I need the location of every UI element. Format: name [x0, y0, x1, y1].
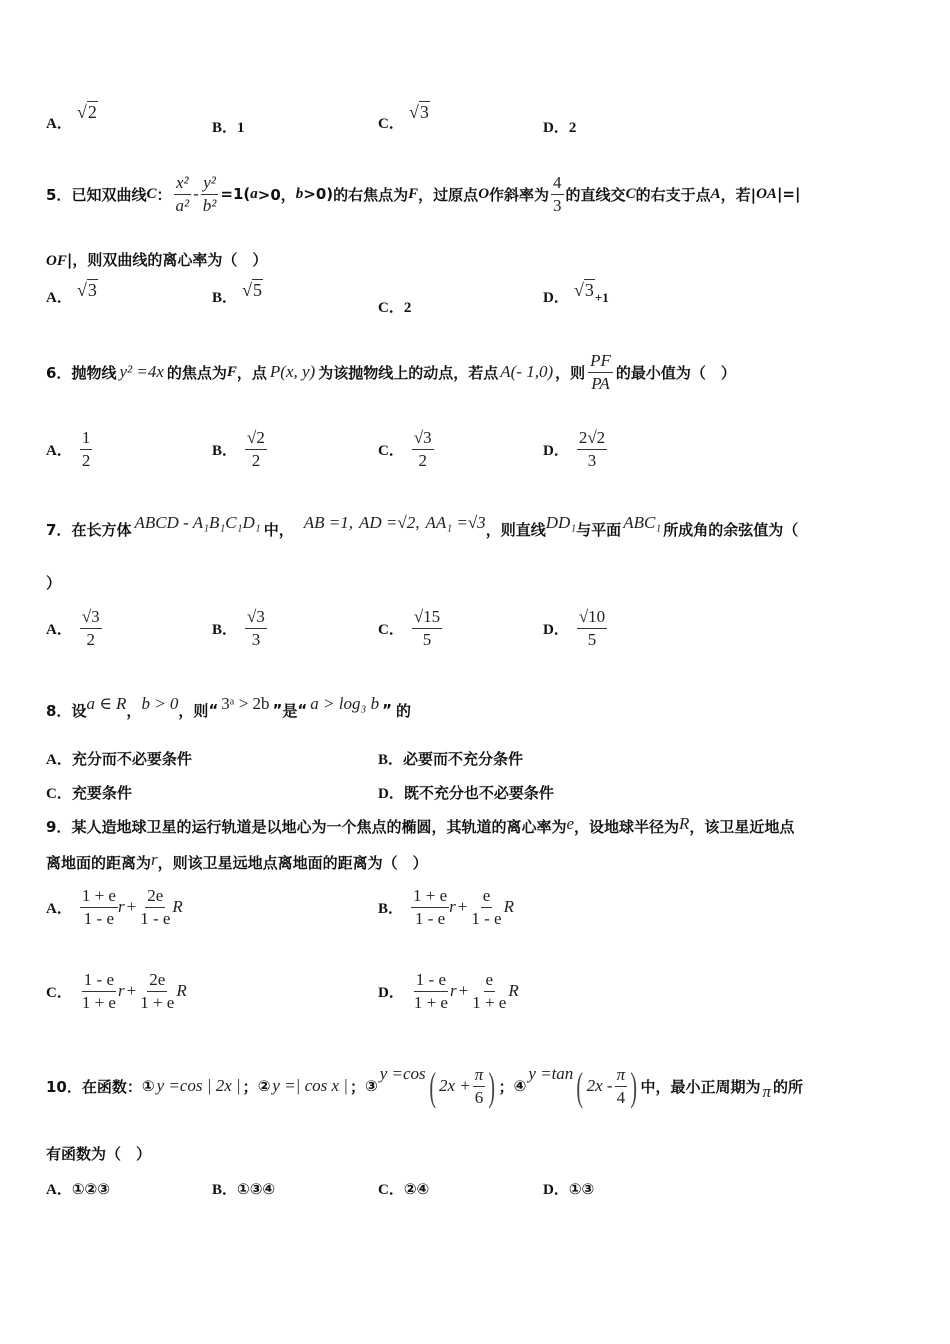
math-op: - — [193, 184, 199, 203]
option-label: C． — [378, 442, 404, 459]
q5-option-c[interactable] — [378, 296, 411, 317]
option-label: A． — [46, 290, 72, 306]
q4-option-d[interactable] — [543, 116, 576, 137]
fraction-pf-pa: $\frac{PF}{PA}$ — [590, 350, 611, 393]
stem-text: 是 — [282, 701, 298, 720]
option-text: 必要而不充分条件 — [403, 750, 524, 768]
q10-option-d[interactable] — [543, 1178, 594, 1199]
q8-stem — [46, 693, 411, 727]
stem-text: >0， — [257, 185, 296, 204]
question-number: 8． — [46, 701, 72, 720]
option-label: A． — [46, 1182, 72, 1198]
option-value: $\frac{√15}{5}$ — [413, 607, 441, 649]
math-op: + — [126, 897, 137, 917]
quote-mark: ” — [382, 701, 392, 719]
math-op: + — [457, 897, 468, 917]
option-suffix: +1 — [594, 290, 609, 305]
right-paren: ) — [488, 1063, 496, 1109]
fraction-y2-b2: $\frac{\text{y²}}{\text{b²}}$ — [202, 172, 217, 215]
math-var: b — [295, 185, 304, 202]
option-value: $\frac{1}{2}$ — [81, 428, 91, 470]
q7-option-c[interactable] — [378, 607, 442, 649]
option-label: B． — [212, 621, 238, 638]
q10-option-b[interactable] — [212, 1178, 275, 1199]
circled-number-3: ③ — [364, 1077, 378, 1095]
q8-option-a[interactable] — [46, 748, 192, 769]
option-label: B． — [212, 1182, 238, 1198]
math-op: + — [126, 981, 137, 1001]
math-expr: DD₁ — [545, 513, 577, 532]
stem-text: 中，最小正周期为 — [640, 1077, 761, 1096]
stem-text: 的右支于点 — [635, 185, 711, 204]
question-number: 9． — [46, 818, 72, 836]
q5-stem-line2 — [46, 249, 267, 270]
stem-text: ； — [349, 1077, 365, 1096]
math-expr: y =tan — [528, 1064, 574, 1083]
option-text: ②④ — [403, 1180, 430, 1198]
stem-text: |=| — [776, 185, 801, 203]
math-expr: y =cos | 2x | — [156, 1076, 241, 1095]
math-expr: AD =√2, — [358, 513, 420, 532]
math-var: C — [146, 185, 157, 202]
option-label: C． — [378, 621, 404, 638]
stem-text: 设 — [71, 701, 87, 720]
stem-text: ，若| — [720, 185, 757, 204]
stem-text: ； — [498, 1077, 514, 1096]
math-var: O — [478, 185, 490, 202]
q10-stem-line1 — [46, 1056, 803, 1116]
stem-text: 所成角的余弦值为（ — [663, 520, 799, 539]
option-text: 充要条件 — [71, 784, 132, 802]
option-value: 1 — [237, 120, 245, 136]
stem-text: 为该抛物线上的动点，若点 — [318, 363, 499, 382]
question-number: 7． — [46, 520, 72, 539]
option-fraction-2: $\frac{2e}{1 - e}$ — [140, 886, 171, 928]
option-label: D． — [378, 984, 404, 1001]
stem-text: 的直线交 — [565, 185, 626, 204]
math-expr: ABC₁ — [623, 513, 662, 532]
math-var: r — [449, 981, 457, 1001]
option-label: B． — [378, 900, 404, 917]
math-var: a — [250, 185, 258, 202]
math-expr: AB =1, — [303, 513, 353, 532]
fraction-pi-6: $\frac{\pi}{6}$ — [474, 1064, 484, 1107]
stem-text: ，该卫星近地点 — [689, 818, 795, 836]
math-expr: 3ᵃ > 2b — [221, 694, 270, 713]
q6-option-a[interactable] — [46, 428, 92, 470]
stem-text: |，则双曲线的离心率为（ ） — [66, 251, 268, 269]
question-number: 10． — [46, 1077, 82, 1096]
option-value: $\frac{√3}{2}$ — [413, 428, 432, 470]
stem-text: 的 — [396, 701, 412, 720]
q7-option-a[interactable] — [46, 607, 102, 649]
stem-text: 已知双曲线 — [71, 185, 147, 204]
math-var: OA — [756, 185, 777, 202]
option-fraction-1: $\frac{1 + e}{1 - e}$ — [81, 886, 116, 928]
math-expr: 2x - — [586, 1076, 613, 1095]
math-var: r — [449, 897, 456, 917]
q8-option-d[interactable] — [378, 782, 554, 803]
option-label: D． — [543, 1182, 569, 1198]
stem-text: 的最小值为（ ） — [615, 363, 736, 382]
circled-number-4: ④ — [513, 1077, 527, 1095]
option-fraction-2: $\frac{2e}{1 + e}$ — [140, 970, 175, 1012]
fraction-x2-a2: $\frac{\text{x²}}{\text{a²}}$ — [175, 172, 190, 215]
q9-option-d[interactable] — [378, 970, 519, 1012]
stem-text: ，设地球半径为 — [574, 818, 680, 836]
option-label: D． — [543, 621, 569, 638]
math-var: r — [151, 850, 158, 869]
stem-text: 离地面的距离为 — [46, 854, 152, 872]
option-label: C． — [378, 300, 404, 316]
option-value: √5 — [242, 280, 262, 300]
stem-text: =1( — [220, 185, 251, 203]
circled-number-2: ② — [257, 1077, 271, 1095]
q4-option-c[interactable] — [378, 102, 430, 133]
option-value: $\frac{√10}{5}$ — [578, 607, 606, 649]
math-expr: y² =4x — [119, 362, 164, 381]
q8-option-b[interactable] — [378, 748, 523, 769]
option-text: 充分而不必要条件 — [71, 750, 192, 768]
stem-text: 与平面 — [576, 520, 622, 539]
math-expr: A(- 1,0) — [500, 362, 554, 381]
stem-text: ； — [242, 1077, 258, 1096]
q6-option-d[interactable] — [543, 428, 607, 470]
stem-text: ，则该卫星远地点离地面的距离为（ ） — [157, 854, 428, 872]
stem-text: 抛物线 — [71, 363, 117, 382]
q5-option-a[interactable] — [46, 280, 98, 307]
math-var: OF — [46, 253, 67, 269]
fraction-pi-4: $\frac{\pi}{4}$ — [616, 1064, 626, 1107]
option-fraction-1: $\frac{1 - e}{1 + e}$ — [81, 970, 116, 1012]
option-value: $\frac{2√2}{3}$ — [578, 428, 606, 470]
stem-text: ： — [156, 185, 172, 204]
option-label: A． — [46, 621, 72, 638]
question-number: 5． — [46, 185, 72, 204]
option-label: D． — [543, 120, 569, 136]
q10-option-c[interactable] — [378, 1178, 429, 1199]
math-var: π — [762, 1082, 772, 1101]
q5-option-b[interactable] — [212, 280, 263, 307]
option-label: C． — [378, 116, 404, 132]
math-var: R — [176, 981, 187, 1001]
option-label: B． — [378, 752, 404, 768]
q7-option-d[interactable] — [543, 607, 607, 649]
q6-stem — [46, 342, 736, 402]
q10-stem-line2: 有函数为（ ） — [46, 1145, 152, 1163]
left-paren: ( — [576, 1063, 584, 1109]
math-var: F — [408, 185, 419, 202]
quote-mark: ” — [272, 701, 283, 719]
math-expr: a ∈ R — [86, 694, 127, 713]
option-value: $\frac{√2}{2}$ — [247, 428, 265, 470]
option-label: B． — [212, 120, 238, 136]
stem-text: ，过原点 — [418, 185, 479, 204]
option-fraction-2: $\frac{e}{1 - e}$ — [471, 886, 502, 928]
math-expr: AA₁ =√3 — [425, 513, 486, 532]
math-var: C — [625, 185, 636, 202]
math-expr: y =| cos x | — [272, 1076, 348, 1095]
question-number: 6． — [46, 363, 72, 382]
q9-option-b[interactable] — [378, 886, 514, 928]
math-expr: 2x + — [438, 1076, 471, 1095]
stem-text: 作斜率为 — [489, 185, 550, 204]
stem-text: ，则 — [555, 363, 586, 382]
math-expr: ABCD - A₁B₁C₁D₁ — [134, 513, 261, 532]
math-var: e — [566, 814, 574, 833]
math-var: r — [117, 981, 125, 1001]
stem-text: >0) — [303, 185, 334, 203]
q6-option-b[interactable] — [212, 428, 267, 470]
q9-option-a[interactable] — [46, 886, 183, 928]
math-var: R — [679, 814, 690, 833]
q5-option-d[interactable] — [543, 280, 609, 307]
q9-stem-line2 — [46, 852, 428, 873]
stem-text: 某人造地球卫星的运行轨道是以地心为一个焦点的椭圆，其轨道的离心率为 — [71, 818, 567, 836]
math-var: R — [508, 981, 519, 1001]
option-label: A． — [46, 442, 72, 459]
option-label: C． — [46, 984, 72, 1001]
right-paren: ) — [630, 1063, 638, 1109]
option-value: $\frac{√3}{3}$ — [247, 607, 265, 649]
stem-text: 的右焦点为 — [333, 185, 409, 204]
math-expr: y =cos — [379, 1064, 426, 1083]
q7-option-b[interactable] — [212, 607, 267, 649]
option-label: D． — [543, 290, 569, 306]
option-label: A． — [46, 900, 72, 917]
option-value: $\frac{√3}{2}$ — [81, 607, 100, 649]
left-paren: ( — [428, 1063, 436, 1109]
option-label: C． — [378, 1182, 404, 1198]
option-label: A． — [46, 752, 72, 768]
stem-text: ，则 — [178, 701, 209, 720]
q10-option-a[interactable] — [46, 1178, 110, 1199]
option-value: √3 — [408, 102, 429, 122]
math-var: R — [172, 897, 183, 917]
stem-text: ，点 — [236, 363, 267, 382]
q4-option-b[interactable] — [212, 116, 245, 137]
stem-text: 在长方体 — [71, 520, 132, 539]
fraction-slope: $\frac{4}{3}$ — [553, 172, 562, 215]
option-value: √3 — [76, 280, 97, 300]
math-var: r — [117, 897, 125, 917]
q6-option-c[interactable] — [378, 428, 434, 470]
math-expr: P(x, y) — [269, 362, 316, 381]
stem-text: ，则直线 — [485, 520, 546, 539]
option-label: D． — [378, 786, 404, 802]
math-op: + — [458, 981, 469, 1001]
option-value: √3 — [573, 280, 594, 300]
option-label: C． — [46, 786, 72, 802]
option-fraction-2: $\frac{e}{1 + e}$ — [472, 970, 507, 1012]
option-value: 2 — [568, 120, 577, 136]
math-expr: a > log₃ b — [310, 694, 380, 713]
q4-option-a[interactable] — [46, 102, 98, 133]
option-label: A． — [46, 116, 72, 132]
q9-option-c[interactable] — [46, 970, 187, 1012]
option-value: √2 — [76, 102, 97, 122]
option-text: ①③④ — [237, 1180, 276, 1198]
option-label: D． — [543, 442, 569, 459]
quote-mark: “ — [208, 701, 219, 719]
q7-stem-line1 — [46, 512, 798, 546]
stem-text: 的所 — [773, 1077, 804, 1096]
math-expr: b > 0 — [141, 694, 179, 713]
math-var: R — [503, 897, 514, 917]
option-text: ①②③ — [71, 1180, 110, 1198]
q9-stem-line1 — [46, 816, 794, 837]
option-text: 既不充分也不必要条件 — [403, 784, 554, 802]
math-var: A — [710, 185, 721, 202]
quote-mark: “ — [297, 701, 308, 719]
math-var: F — [226, 363, 237, 380]
stem-text: 的焦点为 — [166, 363, 227, 382]
q5-stem-line1 — [46, 164, 800, 224]
option-fraction-1: $\frac{1 - e}{1 + e}$ — [413, 970, 448, 1012]
option-text: ①③ — [568, 1180, 595, 1198]
circled-number-1: ① — [141, 1077, 155, 1095]
option-fraction-1: $\frac{1 + e}{1 - e}$ — [413, 886, 448, 928]
stem-text: ， — [126, 701, 142, 720]
q7-stem-line2: ） — [46, 574, 62, 592]
option-label: B． — [212, 442, 238, 459]
option-value: 2 — [403, 300, 412, 316]
q8-option-c[interactable] — [46, 782, 132, 803]
stem-text: 中， — [263, 520, 294, 539]
stem-text: 在函数： — [81, 1077, 142, 1096]
option-label: B． — [212, 290, 238, 306]
